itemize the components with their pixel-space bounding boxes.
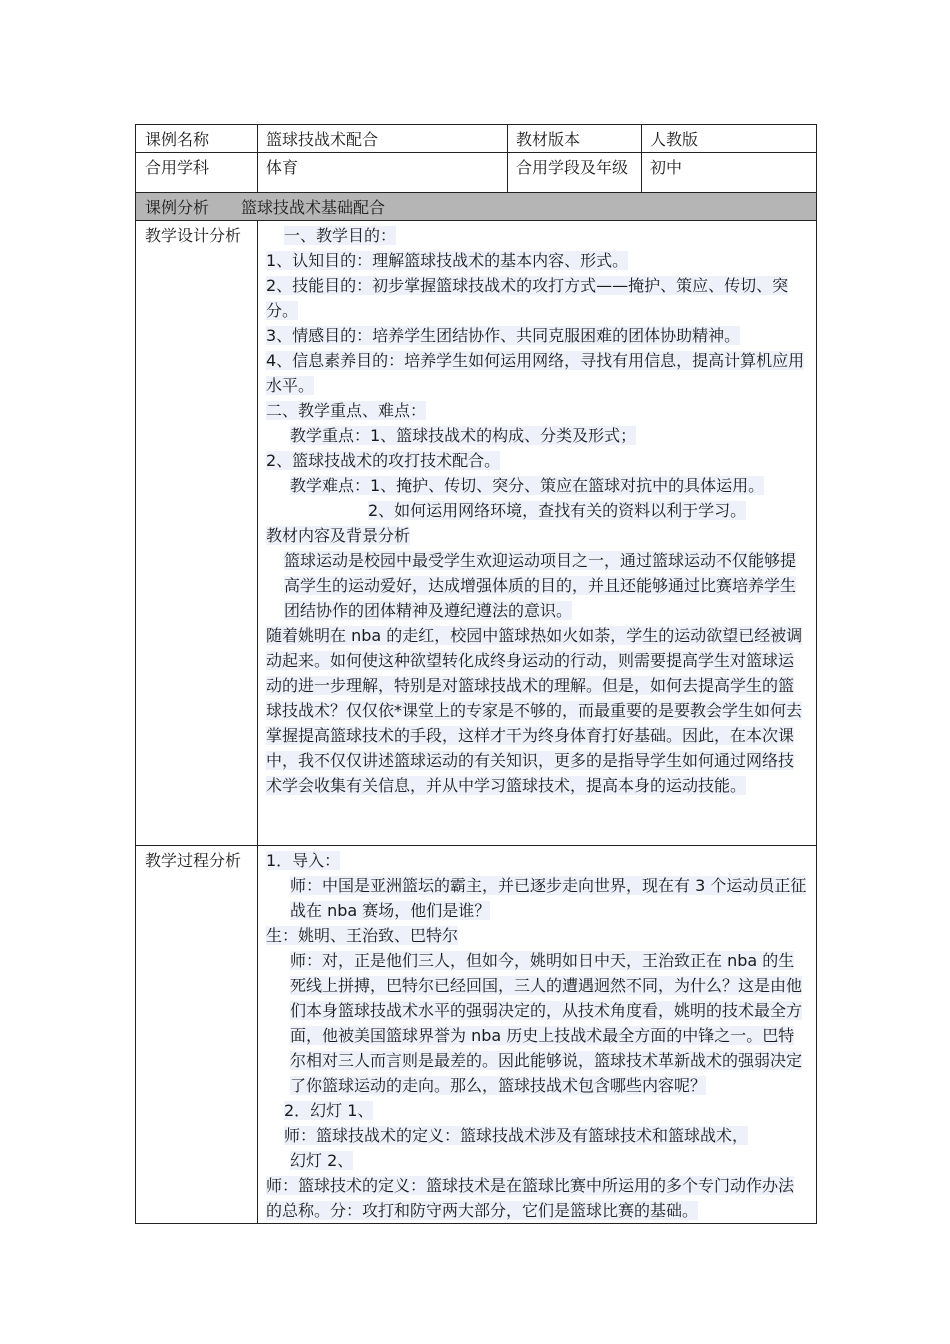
label-textbook-version: 教材版本 bbox=[508, 125, 642, 153]
row-design-analysis bbox=[136, 221, 817, 846]
label-grade: 合用学段及年级 bbox=[508, 153, 642, 193]
value-subject: 体育 bbox=[258, 153, 508, 193]
row-course-name bbox=[136, 125, 817, 153]
design-line: 3、情感目的：培养学生团结协作、共同克服困难的团体协助精神。 bbox=[266, 326, 741, 345]
process-paragraph: 师：对，正是他们三人，但如今，姚明如日中天，王治致正在 nba 的生死线上拼搏，巴特尔已经回国，三人的遭遇迥然不同，为什么？这是由他们本身篮球技战术水平的强弱决定的，从技术角度看，姚明的技术最全方面，他被美国篮球界誉为 nba 历史上技战术最全方面的中锋之一。巴特尔相对三人而言则是最差的。因此能够说，篮球技术革新战术的强弱决定了你篮球运动的走向。那么，篮球技战术包含哪些内容呢？ bbox=[290, 951, 803, 1095]
design-line: 教学重点：1、篮球技战术的构成、分类及形式； bbox=[290, 426, 637, 445]
process-paragraph: 师：中国是亚洲篮坛的霸主，并已逐步走向世界，现在有 3 个运动员正征战在 nba 赛场，他们是谁？ bbox=[290, 876, 807, 920]
design-line: 二、教学重点、难点： bbox=[266, 401, 427, 420]
design-analysis-content bbox=[258, 221, 817, 846]
design-line: 2、篮球技战术的攻打技术配合。 bbox=[266, 451, 501, 470]
process-paragraph: 师：篮球技术的定义：篮球技术是在篮球比赛中所运用的多个专门动作办法的总称。分：攻打和防守两大部分，它们是篮球比赛的基础。 bbox=[266, 1176, 795, 1220]
value-course-name: 篮球技战术配合 bbox=[258, 125, 508, 153]
design-line: 教材内容及背景分析 bbox=[266, 526, 411, 545]
process-analysis-content bbox=[258, 846, 817, 1224]
label-design-analysis: 教学设计分析 bbox=[136, 221, 258, 846]
design-line: 4、信息素养目的：培养学生如何运用网络，寻找有用信息，提高计算机应用水平。 bbox=[266, 351, 805, 395]
design-line: 一、教学目的： bbox=[284, 226, 397, 245]
process-line: 幻灯 2、 bbox=[290, 1151, 354, 1170]
design-paragraph: 随着姚明在 nba 的走红，校园中篮球热如火如荼，学生的运动欲望已经被调动起来。如何使这种欲望转化成终身运动的行动，则需要提高学生对篮球运动的进一步理解，特别是对篮球技战术的理解。但是，如何去提高学生的篮球技战术？仅仅依*课堂上的专家是不够的，而最重要的是要教会学生如何去掌握提高篮球技术的手段，这样才干为终身体育打好基础。因此，在本次课中，我不仅仅讲述篮球运动的有关知识，更多的是指导学生如何通过网络技术学会收集有关信息，并从中学习篮球技术，提高本身的运动技能。 bbox=[266, 626, 803, 795]
row-process-analysis bbox=[136, 846, 817, 1224]
process-line: 2．幻灯 1、 bbox=[284, 1101, 374, 1120]
design-line: 2、如何运用网络环境，查找有关的资料以利于学习。 bbox=[368, 501, 747, 520]
process-line: 师：篮球技战术的定义：篮球技战术涉及有篮球技术和篮球战术， bbox=[284, 1126, 749, 1145]
value-grade: 初中 bbox=[642, 153, 817, 193]
process-line: 1．导入： bbox=[266, 851, 341, 870]
row-subject bbox=[136, 153, 817, 193]
design-line: 1、认知目的：理解篮球技战术的基本内容、形式。 bbox=[266, 251, 629, 270]
design-line: 2、技能目的：初步掌握篮球技战术的攻打方式——掩护、策应、传切、突分。 bbox=[266, 276, 789, 320]
label-subject: 合用学科 bbox=[136, 153, 258, 193]
label-course-name: 课例名称 bbox=[136, 125, 258, 153]
row-case-analysis-bar bbox=[136, 193, 817, 221]
design-paragraph: 篮球运动是校园中最受学生欢迎运动项目之一，通过篮球运动不仅能够提高学生的运动爱好，达成增强体质的目的，并且还能够通过比赛培养学生团结协作的团体精神及遵纪遵法的意识。 bbox=[284, 551, 797, 620]
value-textbook-version: 人教版 bbox=[642, 125, 817, 153]
case-analysis-title: 课例分析 bbox=[145, 198, 210, 217]
case-analysis-subtitle: 篮球技战术基础配合 bbox=[241, 198, 386, 217]
lesson-table bbox=[135, 124, 817, 1224]
label-process-analysis: 教学过程分析 bbox=[136, 846, 258, 1224]
design-line: 教学难点：1、掩护、传切、突分、策应在篮球对抗中的具体运用。 bbox=[290, 476, 765, 495]
process-line: 生：姚明、王治致、巴特尔 bbox=[266, 926, 459, 945]
case-analysis-bar bbox=[136, 193, 817, 221]
